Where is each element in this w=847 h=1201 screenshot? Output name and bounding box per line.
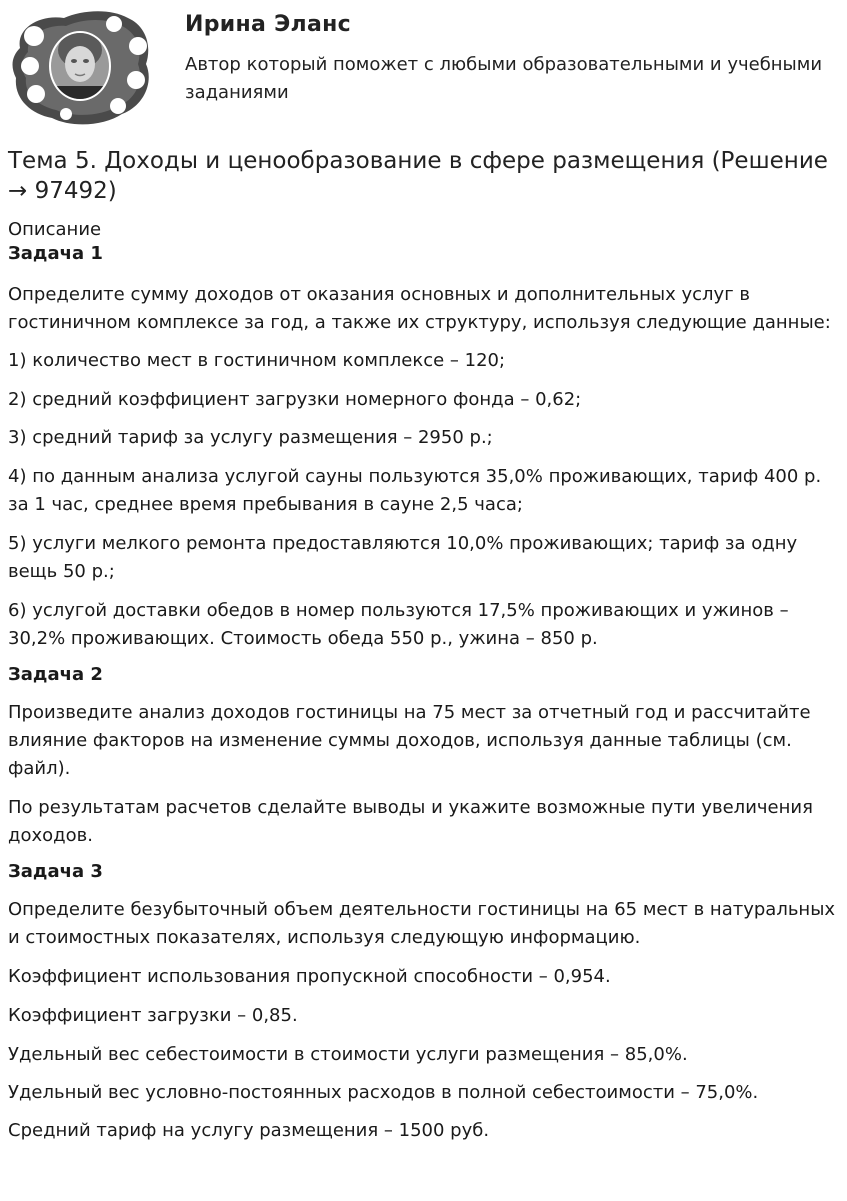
task-paragraph: Средний тариф на услугу размещения – 1500 руб. — [8, 1120, 490, 1141]
film-reel-avatar-image — [6, 6, 156, 128]
task-2 — [8, 663, 840, 850]
task-paragraph: 2) средний коэффициент загрузки номерного фонда – 0,62; — [8, 389, 582, 410]
task-paragraph: 5) услуги мелкого ремонта предоставляются 10,0% проживающих; тариф за одну вещь 50 р.; — [8, 533, 798, 582]
task-paragraph: 3) средний тариф за услугу размещения – 2950 р.; — [8, 427, 493, 448]
task-heading: Задача 3 — [8, 861, 103, 882]
task-paragraph: 6) услугой доставки обедов в номер пользуются 17,5% проживающих и ужинов – 30,2% проживающих. Стоимость обеда 550 р., ужина – 850 р. — [8, 600, 789, 649]
task-paragraph: Коэффициент загрузки – 0,85. — [8, 1005, 298, 1026]
author-description: Автор который поможет с любыми образовательными и учебными заданиями — [185, 54, 823, 103]
author-name: Ирина Эланс — [185, 12, 351, 37]
task-paragraph: Удельный вес условно-постоянных расходов в полной себестоимости – 75,0%. — [8, 1082, 759, 1103]
task-paragraph: Определите сумму доходов от оказания основных и дополнительных услуг в гостиничном комплексе за год, а также их структуру, используя следующие данные: — [8, 284, 831, 333]
task-paragraph: Произведите анализ доходов гостиницы на 75 мест за отчетный год и рассчитайте влияние факторов на изменение суммы доходов, используя данные таблицы (см. файл). — [8, 702, 811, 779]
main-content — [8, 146, 840, 1145]
task-1 — [8, 242, 840, 653]
task-heading: Задача 1 — [8, 243, 103, 264]
page-title: Тема 5. Доходы и ценообразование в сфере размещения (Решение → 97492) — [8, 148, 828, 204]
task-paragraph: По результатам расчетов сделайте выводы и укажите возможные пути увеличения доходов. — [8, 797, 813, 846]
description-label: Описание — [8, 219, 102, 240]
task-heading: Задача 2 — [8, 664, 103, 685]
task-paragraph: 4) по данным анализа услугой сауны пользуются 35,0% проживающих, тариф 400 р. за 1 час, среднее время пребывания в сауне 2,5 часа; — [8, 466, 822, 515]
task-paragraph: 1) количество мест в гостиничном комплексе – 120; — [8, 350, 506, 371]
author-avatar — [6, 6, 156, 128]
task-paragraph: Коэффициент использования пропускной способности – 0,954. — [8, 966, 611, 987]
task-3 — [8, 860, 840, 1145]
author-header — [0, 0, 847, 140]
task-paragraph: Определите безубыточный объем деятельности гостиницы на 65 мест в натуральных и стоимостных показателях, используя следующую информацию. — [8, 899, 836, 948]
task-paragraph: Удельный вес себестоимости в стоимости услуги размещения – 85,0%. — [8, 1044, 688, 1065]
